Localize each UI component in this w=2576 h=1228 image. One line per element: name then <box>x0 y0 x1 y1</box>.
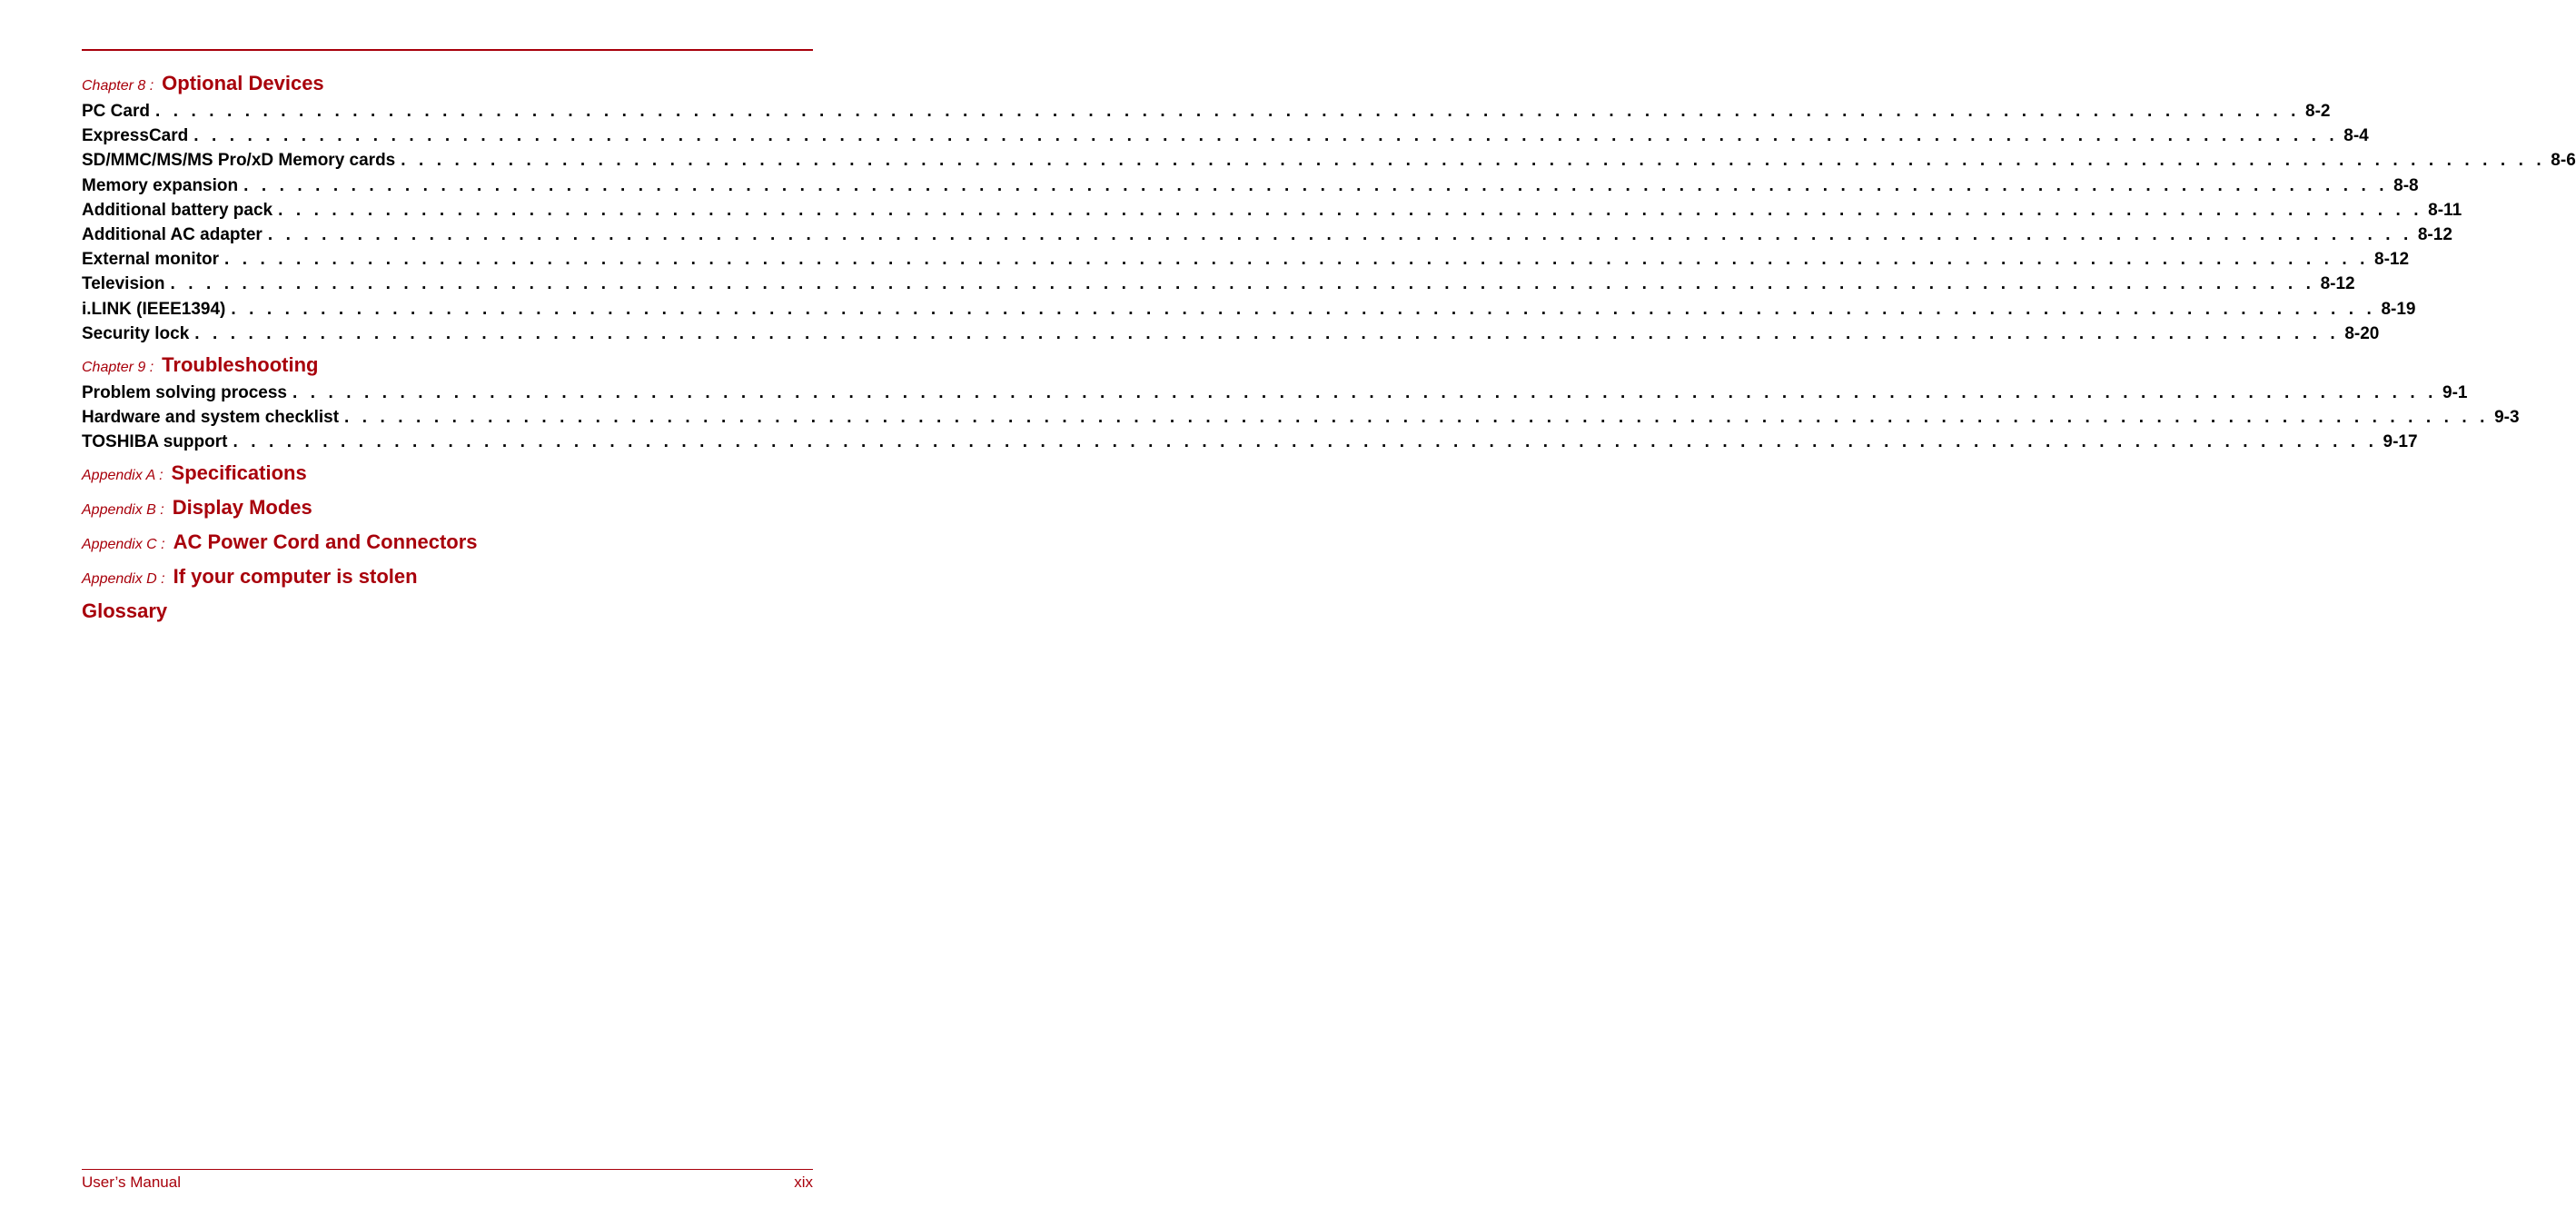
toc-entry-title: Additional battery pack <box>82 200 273 220</box>
chapter-heading[interactable] <box>82 72 813 99</box>
toc-entry-title: ExpressCard <box>82 126 189 146</box>
dot-leader: . . . . . . . . . . . . . . . . . . . . . . . . . . . . . . . . . . . . . . . . . . . . . . . . . . . . . . . . . . . . . . . . . . . . . . . . . . . . . . . . . . . . . . . . . . . . . . . . . . . . . . . . . . . . . . . . . . . . . . . . <box>278 200 2423 220</box>
toc-entry-page: 8-6 <box>2551 151 2576 171</box>
chapter-title: Optional Devices <box>162 72 324 94</box>
appendix-heading[interactable] <box>82 530 813 558</box>
table-of-contents <box>82 72 2576 623</box>
toc-entry[interactable] <box>82 124 2369 148</box>
toc-entry-title: i.LINK (IEEE1394) <box>82 299 226 319</box>
glossary-heading[interactable]: Glossary <box>82 599 168 623</box>
toc-entry-title: Television <box>82 274 165 294</box>
appendix-label: Appendix C : <box>82 537 165 553</box>
toc-entry-title: Memory expansion <box>82 175 239 195</box>
bottom-divider <box>82 1169 813 1170</box>
dot-leader: . . . . . . . . . . . . . . . . . . . . . . . . . . . . . . . . . . . . . . . . . . . . . . . . . . . . . . . . . . . . . . . . . . . . . . . . . . . . . . . . . . . . . . . . . . . . . . . . . . . . . . . . . . . . . . . . . . . . . . . . <box>233 432 2378 452</box>
chapter-sections <box>82 72 2576 454</box>
toc-entry-page: 8-12 <box>2320 274 2355 294</box>
dot-leader: . . . . . . . . . . . . . . . . . . . . . . . . . . . . . . . . . . . . . . . . . . . . . . . . . . . . . . . . . . . . . . . . . . . . . . . . . . . . . . . . . . . . . . . . . . . . . . . . . . . . . . . . . . . . . . . . . . . . . . . . <box>243 175 2389 195</box>
toc-entry-page: 9-1 <box>2442 382 2468 402</box>
appendix-title: Specifications <box>171 461 307 485</box>
toc-entry[interactable] <box>82 297 2416 322</box>
dot-leader: . . . . . . . . . . . . . . . . . . . . . . . . . . . . . . . . . . . . . . . . . . . . . . . . . . . . . . . . . . . . . . . . . . . . . . . . . . . . . . . . . . . . . . . . . . . . . . . . . . . . . . . . . . . . . . . . . . . . . . . . <box>223 250 2370 270</box>
appendix-title: AC Power Cord and Connectors <box>173 530 478 554</box>
top-divider <box>82 49 813 51</box>
appendix-heading[interactable] <box>82 496 813 523</box>
toc-entry-title: Hardware and system checklist <box>82 408 340 428</box>
toc-entry-page: 8-12 <box>2417 224 2452 244</box>
appendix-title: Display Modes <box>172 496 312 520</box>
page-footer <box>82 1174 813 1192</box>
toc-entry[interactable] <box>82 381 2468 405</box>
toc-entry[interactable] <box>82 173 2419 198</box>
chapter-section <box>82 352 2520 455</box>
dot-leader: . . . . . . . . . . . . . . . . . . . . . . . . . . . . . . . . . . . . . . . . . . . . . . . . . . . . . . . . . . . . . . . . . . . . . . . . . . . . . . . . . . . . . . . . . . . . . . . . . . . . . . . . . . . . . . . . . . . . . . . . <box>344 408 2490 428</box>
footer-page-number: xix <box>794 1174 813 1191</box>
appendix-heading[interactable] <box>82 461 813 489</box>
toc-entry-title: PC Card <box>82 102 150 121</box>
appendix-title: If your computer is stolen <box>173 565 418 589</box>
toc-entry[interactable] <box>82 430 2418 454</box>
toc-entry[interactable] <box>82 198 2462 223</box>
toc-entry-page: 8-20 <box>2344 323 2380 343</box>
toc-entry-page: 8-19 <box>2381 299 2416 319</box>
toc-entry-title: SD/MMC/MS/MS Pro/xD Memory cards <box>82 151 396 171</box>
toc-entry[interactable] <box>82 272 2355 296</box>
toc-entry-page: 9-3 <box>2494 408 2520 428</box>
appendix-list <box>82 461 813 592</box>
dot-leader: . . . . . . . . . . . . . . . . . . . . . . . . . . . . . . . . . . . . . . . . . . . . . . . . . . . . . . . . . . . . . . . . . . . . . . . . . . . . . . . . . . . . . . . . . . . . . . . . . . . . . . . . . . . . . . . . . . . . . . . . <box>154 102 2301 121</box>
appendix-heading[interactable] <box>82 565 813 592</box>
toc-entry[interactable] <box>82 405 2520 430</box>
toc-entry-page: 8-11 <box>2428 200 2462 220</box>
dot-leader: . . . . . . . . . . . . . . . . . . . . . . . . . . . . . . . . . . . . . . . . . . . . . . . . . . . . . . . . . . . . . . . . . . . . . . . . . . . . . . . . . . . . . . . . . . . . . . . . . . . . . . . . . . . . . . . . . . . . . . . . <box>292 382 2438 402</box>
dot-leader: . . . . . . . . . . . . . . . . . . . . . . . . . . . . . . . . . . . . . . . . . . . . . . . . . . . . . . . . . . . . . . . . . . . . . . . . . . . . . . . . . . . . . . . . . . . . . . . . . . . . . . . . . . . . . . . . . . . . . . . . <box>193 126 2339 146</box>
toc-entry-page: 8-8 <box>2393 175 2419 195</box>
toc-entry-title: TOSHIBA support <box>82 432 228 452</box>
toc-entry-title: Problem solving process <box>82 382 287 402</box>
chapter-section <box>82 72 2576 346</box>
toc-entry-page: 8-2 <box>2305 102 2331 121</box>
toc-entry-page: 8-12 <box>2374 250 2410 270</box>
toc-entry[interactable] <box>82 148 2576 173</box>
toc-entry-title: Security lock <box>82 323 190 343</box>
toc-entry-title: Additional AC adapter <box>82 224 263 244</box>
dot-leader: . . . . . . . . . . . . . . . . . . . . . . . . . . . . . . . . . . . . . . . . . . . . . . . . . . . . . . . . . . . . . . . . . . . . . . . . . . . . . . . . . . . . . . . . . . . . . . . . . . . . . . . . . . . . . . . . . . . . . . . . <box>170 274 2315 294</box>
appendix-label: Appendix A : <box>82 468 163 484</box>
dot-leader: . . . . . . . . . . . . . . . . . . . . . . . . . . . . . . . . . . . . . . . . . . . . . . . . . . . . . . . . . . . . . . . . . . . . . . . . . . . . . . . . . . . . . . . . . . . . . . . . . . . . . . . . . . . . . . . . . . . . . . . . <box>401 151 2546 171</box>
footer-manual-title: User’s Manual <box>82 1174 181 1191</box>
toc-entry[interactable] <box>82 99 2331 124</box>
toc-entry-page: 9-17 <box>2383 432 2418 452</box>
dot-leader: . . . . . . . . . . . . . . . . . . . . . . . . . . . . . . . . . . . . . . . . . . . . . . . . . . . . . . . . . . . . . . . . . . . . . . . . . . . . . . . . . . . . . . . . . . . . . . . . . . . . . . . . . . . . . . . . . . . . . . . . <box>194 323 2340 343</box>
toc-entry-title: External monitor <box>82 250 219 270</box>
appendix-label: Appendix D : <box>82 571 165 588</box>
dot-leader: . . . . . . . . . . . . . . . . . . . . . . . . . . . . . . . . . . . . . . . . . . . . . . . . . . . . . . . . . . . . . . . . . . . . . . . . . . . . . . . . . . . . . . . . . . . . . . . . . . . . . . . . . . . . . . . . . . . . . . . . <box>231 299 2376 319</box>
toc-entry[interactable] <box>82 247 2410 272</box>
appendix-label: Appendix B : <box>82 502 164 519</box>
chapter-label: Chapter 9 : <box>82 359 154 375</box>
chapter-title: Troubleshooting <box>162 352 319 376</box>
toc-entry-page: 8-4 <box>2343 126 2369 146</box>
chapter-heading[interactable] <box>82 353 813 381</box>
toc-entry[interactable] <box>82 322 2380 346</box>
dot-leader: . . . . . . . . . . . . . . . . . . . . . . . . . . . . . . . . . . . . . . . . . . . . . . . . . . . . . . . . . . . . . . . . . . . . . . . . . . . . . . . . . . . . . . . . . . . . . . . . . . . . . . . . . . . . . . . . . . . . . . . . <box>267 224 2413 244</box>
toc-entry[interactable] <box>82 223 2452 247</box>
chapter-label: Chapter 8 : <box>82 78 154 94</box>
